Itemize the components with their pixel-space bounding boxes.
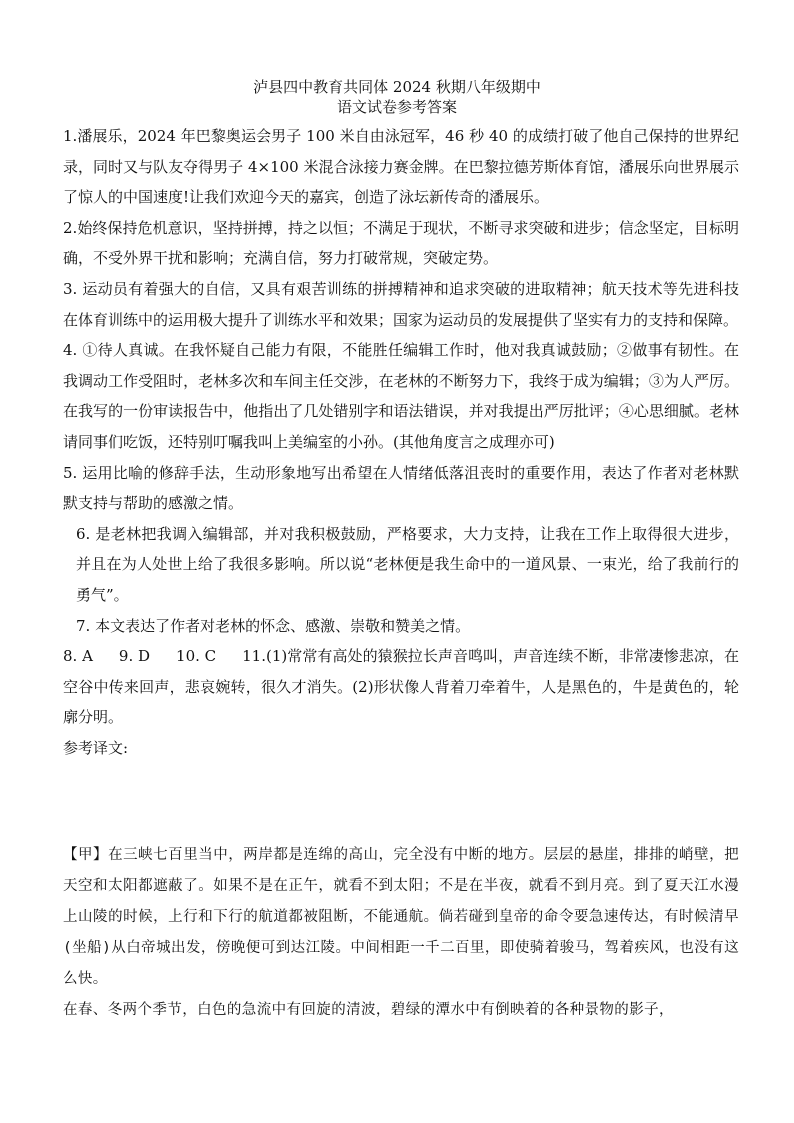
answers-8-to-11 [63,641,739,733]
answer-4: 4. ①待人真诚。在我怀疑自己能力有限，不能胜任编辑工作时，他对我真诚鼓励；②做事有韧性。在我调动工作受阻时，老林多次和车间主任交涉，在老林的不断努力下，我终于成为编辑；③为人严厉。在我写的一份审读报告中，他指出了几处错别字和语法错误，并对我提出严厉批评；④心思细腻。老林请同事们吃饭，还特别叮嘱我叫上美编室的小孙。(其他角度言之成理亦可) [63,341,739,451]
document-title: 泸县四中教育共同体 2024 秋期八年级期中 [253,78,541,96]
document-subtitle: 语文试卷参考答案 [336,98,457,116]
translation-heading: 参考译文: [63,738,129,757]
answer-2: 2.始终保持危机意识，坚持拼搏，持之以恒；不满足于现状，不断寻求突破和进步；信念坚定，目标明确，不受外界干扰和影响；充满自信，努力打破常规，突破定势。 [63,218,739,268]
answer-5: 5. 运用比喻的修辞手法，生动形象地写出希望在人情绪低落沮丧时的重要作用，表达了作者对老林默默支持与帮助的感激之情。 [63,463,739,513]
translation-body [63,840,739,1026]
answer-7: 7. 本文表达了作者对老林的怀念、感激、崇敬和赞美之情。 [76,616,471,635]
translation-paragraph-1: 【甲】在三峡七百里当中，两岸都是连绵的高山，完全没有中断的地方。层层的悬崖，排排的峭壁，把天空和太阳都遮蔽了。如果不是在正午，就看不到太阳；不是在半夜，就看不到月亮。到了夏天江水漫上山陵的时候，上行和下行的航道都被阻断，不能通航。倘若碰到皇帝的命令要急速传达，有时候清早(坐船)从白帝城出发，傍晚便可到达江陵。中间相距一千二百里，即使骑着骏马，驾着疾风，也没有这么快。 [63,847,739,987]
answer-11: 11.(1)常常有高处的猿猴拉长声音鸣叫，声音连续不断，非常凄惨悲凉，在空谷中传来回声，悲哀婉转，很久才消失。(2)形状像人背着刀牵着牛，人是黑色的，牛是黄色的，轮廓分明。 [63,647,739,727]
answer-6: 6. 是老林把我调入编辑部，并对我积极鼓励，严格要求，大力支持，让我在工作上取得很大进步，并且在为人处世上给了我很多影响。所以说“老林便是我生命中的一道风景、一束光，给了我前行的勇气”。 [76,524,739,604]
answer-1: 1.潘展乐，2024 年巴黎奥运会男子 100 米自由泳冠军，46 秒 40 的成绩打破了他自己保持的世界纪录，同时又与队友夺得男子 4×100 米混合泳接力赛金牌。在巴黎拉德芳斯体育馆，潘展乐向世界展示了惊人的中国速度!让我们欢迎今天的嘉宾，创造了泳坛新传奇的潘展乐。 [63,127,739,207]
answer-body [63,121,739,763]
translation-paragraph-2: 在春、冬两个季节，白色的急流中有回旋的清波，碧绿的潭水中有倒映着的各种景物的影子， [63,1002,674,1018]
answer-3: 3. 运动员有着强大的自信，又具有艰苦训练的拼搏精神和追求突破的进取精神；航天技术等先进科技在体育训练中的运用极大提升了训练水平和效果；国家为运动员的发展提供了坚实有力的支持和保障。 [63,279,739,329]
answer-9: 9. D [118,647,151,666]
answer-10: 10. C [176,647,217,666]
answer-8: 8. A [63,647,93,666]
